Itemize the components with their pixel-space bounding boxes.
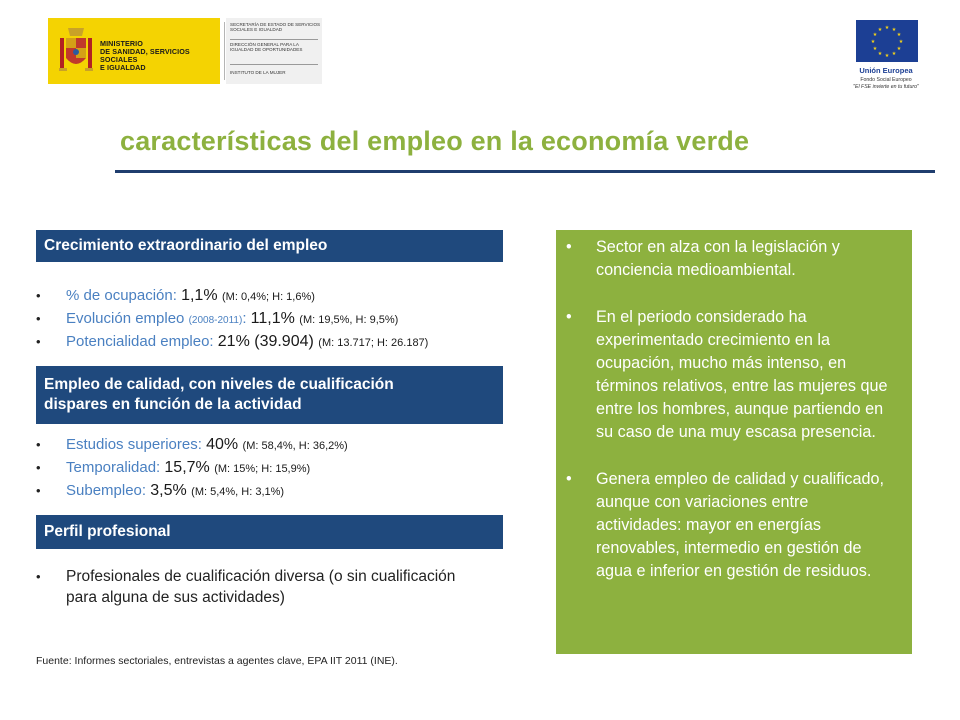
svg-text:★: ★ xyxy=(872,46,878,52)
eu-logo xyxy=(838,16,934,96)
section-heading-profile: Perfil profesional xyxy=(36,515,503,549)
list-item: • % de ocupación: 1,1% (M: 0,4%; H: 1,6%) xyxy=(36,285,428,308)
section-heading-growth: Crecimiento extraordinario del empleo xyxy=(36,230,503,262)
growth-stats-list xyxy=(36,285,428,354)
ministry-name: MINISTERIO DE SANIDAD, SERVICIOS SOCIALES E IGUALDAD xyxy=(100,39,190,72)
list-item: • Potencialidad empleo: 21% (39.904) (M: 13.717; H: 26.187) xyxy=(36,331,428,354)
svg-text:★: ★ xyxy=(898,39,904,45)
eu-fund: Fondo Social Europeo xyxy=(860,77,912,83)
profile-list xyxy=(36,566,476,608)
summary-bullet-growth: • En el periodo considerado ha experimentado crecimiento en la ocupación, mucho más intenso, en términos relativos, entre las mujeres que entre los hombres, aunque partiendo en su caso de una muy escasa presencia. xyxy=(564,306,898,444)
list-item: • Evolución empleo (2008-2011): 11,1% (M: 19,5%, H: 9,5%) xyxy=(36,308,428,331)
quality-stats-list xyxy=(36,434,348,503)
summary-bullet-legislation: • Sector en alza con la legislación y conciencia medioambiental. xyxy=(564,236,898,282)
svg-text:★: ★ xyxy=(884,25,890,31)
ministry-unit-secretariat: SECRETARÍA DE ESTADO DE SERVICIOS SOCIALES E IGUALDAD xyxy=(230,22,321,33)
source-note: Fuente: Informes sectoriales, entrevistas a agentes clave, EPA IIT 2011 (INE). xyxy=(36,655,398,667)
svg-text:★: ★ xyxy=(877,27,883,33)
eu-motto: "El FSE invierte en tu futuro" xyxy=(853,84,919,90)
list-item: • Estudios superiores: 40% (M: 58,4%, H: 36,2%) xyxy=(36,434,348,457)
svg-text:★: ★ xyxy=(896,32,902,38)
section-heading-quality: Empleo de calidad, con niveles de cualificación dispares en función de la actividad xyxy=(36,366,503,424)
svg-text:★: ★ xyxy=(870,39,876,45)
eu-name: Unión Europea xyxy=(859,66,913,75)
eu-flag-icon xyxy=(856,20,918,62)
list-item: • Profesionales de cualificación diversa (o sin cualificación para alguna de sus actividades) xyxy=(36,566,476,608)
svg-text:★: ★ xyxy=(896,46,902,52)
ministry-unit-rule xyxy=(230,39,318,40)
list-item: • Temporalidad: 15,7% (M: 15%; H: 15,9%) xyxy=(36,457,348,480)
svg-text:★: ★ xyxy=(891,51,897,57)
coat-of-arms-icon xyxy=(58,24,94,78)
list-item: • Subempleo: 3,5% (M: 5,4%, H: 3,1%) xyxy=(36,480,348,503)
page-title: características del empleo en la economía verde xyxy=(120,126,750,156)
ministry-unit-institute: INSTITUTO DE LA MUJER xyxy=(230,70,286,75)
ministry-unit-directorate: DIRECCIÓN GENERAL PARA LA IGUALDAD DE OPORTUNIDADES xyxy=(230,42,303,53)
svg-text:★: ★ xyxy=(884,53,890,59)
summary-panel xyxy=(556,230,912,654)
ministry-logo-divider xyxy=(224,22,225,80)
ministry-logo xyxy=(48,18,322,84)
summary-bullet-quality: • Genera empleo de calidad y cualificado, aunque con variaciones entre actividades: mayor en energías renovables, intermedio en gestión de agua e inferior en gestión de residuos. xyxy=(564,468,898,583)
svg-text:★: ★ xyxy=(877,51,883,57)
summary-bullets xyxy=(564,236,898,583)
svg-text:★: ★ xyxy=(891,27,897,33)
title-underline xyxy=(115,170,935,173)
svg-text:★: ★ xyxy=(872,32,878,38)
ministry-unit-rule xyxy=(230,64,318,65)
